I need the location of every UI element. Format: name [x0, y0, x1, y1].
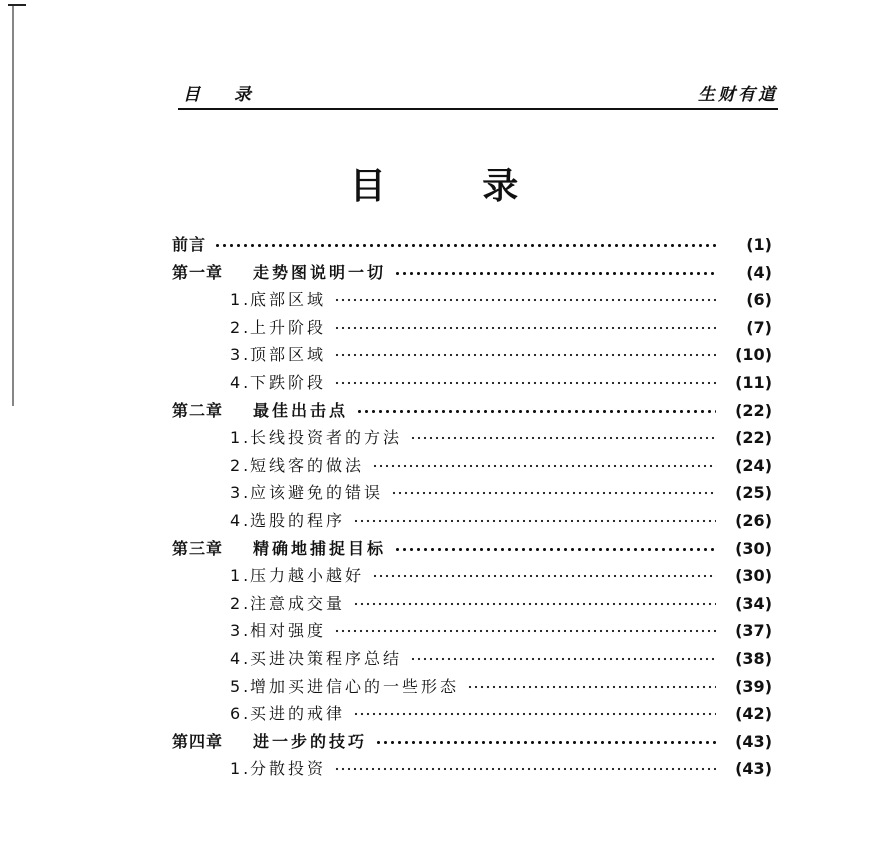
toc-entry-label: [172, 260, 386, 283]
dot-leader: [356, 402, 716, 416]
section-number: 2.: [230, 593, 252, 613]
toc-entry-label: [172, 729, 367, 752]
section-title: 压力越小越好: [250, 566, 365, 586]
dot-leader: [375, 733, 716, 747]
page-number: (38): [735, 648, 772, 668]
toc-section-row: [172, 591, 772, 619]
chapter-number: 第三章: [172, 538, 224, 558]
section-number: 3.: [230, 621, 252, 641]
chapter-title: 走势图说明一切: [253, 262, 387, 282]
page-number: (39): [735, 676, 772, 696]
scan-corner-mark: [8, 4, 26, 6]
toc-chapter-row: [172, 232, 772, 260]
section-title: 买进决策程序总结: [250, 648, 403, 668]
toc-section-row: [172, 701, 772, 729]
page-number: (7): [746, 317, 772, 337]
section-number: 1.: [230, 566, 252, 586]
dot-leader: [353, 705, 716, 719]
dot-leader: [334, 374, 716, 388]
section-number: 4.: [230, 648, 252, 668]
section-number: 2.: [230, 455, 252, 475]
toc-section-row: [172, 508, 772, 536]
dot-leader: [394, 540, 716, 554]
toc-entry-label: [172, 646, 402, 669]
page-number: (22): [735, 400, 772, 420]
section-title: 选股的程序: [250, 510, 346, 530]
dot-leader: [353, 595, 716, 609]
toc-chapter-row: [172, 398, 772, 426]
dot-leader: [353, 512, 716, 526]
section-title: 上升阶段: [250, 317, 327, 337]
page-number: (4): [746, 262, 772, 282]
toc-entry-label: [172, 480, 383, 503]
toc-entry-label: [172, 701, 345, 724]
section-title: 买进的戒律: [250, 704, 346, 724]
toc-section-row: [172, 342, 772, 370]
toc-chapter-row: [172, 260, 772, 288]
toc-entry-label: [172, 287, 326, 310]
section-title: 长线投资者的方法: [250, 428, 403, 448]
page-number: (43): [735, 731, 772, 751]
toc-entry-label: [172, 508, 345, 531]
toc-entry-label: [172, 453, 364, 476]
toc-section-row: [172, 563, 772, 591]
page-number: (42): [735, 704, 772, 724]
toc-entry-label: [172, 425, 402, 448]
dot-leader: [410, 650, 716, 664]
toc-section-row: [172, 480, 772, 508]
section-number: 1.: [230, 428, 252, 448]
page-number: (22): [735, 428, 772, 448]
toc-entry-label: [172, 398, 348, 421]
section-number: 4.: [230, 372, 252, 392]
toc-chapter-row: [172, 729, 772, 757]
dot-leader: [334, 291, 716, 305]
dot-leader: [372, 457, 716, 471]
section-title: 分散投资: [250, 759, 327, 779]
section-number: 6.: [230, 704, 252, 724]
section-number: 2.: [230, 317, 252, 337]
section-title: 短线客的做法: [250, 455, 365, 475]
toc-entry-label: [172, 674, 459, 697]
chapter-number: 第二章: [172, 400, 224, 420]
toc-entry-label: [172, 315, 326, 338]
toc-section-row: [172, 756, 772, 784]
toc-section-row: [172, 674, 772, 702]
chapter-title: 前言: [172, 235, 207, 254]
section-number: 4.: [230, 510, 252, 530]
section-title: 下跌阶段: [250, 372, 327, 392]
page-number: (11): [735, 372, 772, 392]
page-title: 目 录: [349, 166, 561, 207]
page-number: (1): [746, 235, 772, 254]
toc-section-row: [172, 315, 772, 343]
section-number: 3.: [230, 483, 252, 503]
dot-leader: [334, 319, 716, 333]
section-title: 增加买进信心的一些形态: [250, 676, 460, 696]
running-header-left: 目 录: [183, 85, 265, 105]
section-number: 1.: [230, 290, 252, 310]
dot-leader: [334, 622, 716, 636]
chapter-title: 精确地捕捉目标: [253, 538, 387, 558]
dot-leader: [372, 567, 716, 581]
running-header-right: 生财有道: [698, 85, 778, 105]
page-number: (25): [735, 483, 772, 503]
toc-entry-label: [172, 342, 326, 365]
section-title: 顶部区域: [250, 345, 327, 365]
chapter-number: 第四章: [172, 731, 224, 751]
dot-leader: [334, 346, 716, 360]
page-number: (24): [735, 455, 772, 475]
dot-leader: [410, 429, 716, 443]
toc-chapter-row: [172, 536, 772, 564]
toc-entry-label: [172, 563, 364, 586]
page-number: (30): [735, 538, 772, 558]
dot-leader: [467, 678, 716, 692]
section-number: 3.: [230, 345, 252, 365]
dot-leader: [394, 264, 716, 278]
chapter-number: 第一章: [172, 262, 224, 282]
toc-section-row: [172, 370, 772, 398]
dot-leader: [334, 760, 716, 774]
toc-entry-label: [172, 756, 326, 779]
page-number: (6): [746, 290, 772, 310]
chapter-title: 最佳出击点: [253, 400, 349, 420]
toc-entry-label: [172, 618, 326, 641]
section-title: 注意成交量: [250, 593, 346, 613]
section-title: 相对强度: [250, 621, 327, 641]
page-number: (26): [735, 510, 772, 530]
dot-leader: [391, 484, 716, 498]
section-title: 底部区域: [250, 290, 327, 310]
page-number: (34): [735, 593, 772, 613]
toc-entry-label: [172, 591, 345, 614]
toc-section-row: [172, 425, 772, 453]
toc-entry-label: [172, 536, 386, 559]
chapter-title: 进一步的技巧: [253, 731, 368, 751]
toc-section-row: [172, 646, 772, 674]
header-rule: [178, 108, 778, 110]
toc-section-row: [172, 287, 772, 315]
dot-leader: [214, 236, 716, 250]
section-number: 1.: [230, 759, 252, 779]
toc-section-row: [172, 453, 772, 481]
toc-entry-label: [172, 232, 206, 255]
page-number: (43): [735, 759, 772, 779]
toc-section-row: [172, 618, 772, 646]
table-of-contents: [172, 232, 772, 784]
section-title: 应该避免的错误: [250, 483, 384, 503]
page-number: (30): [735, 566, 772, 586]
toc-entry-label: [172, 370, 326, 393]
section-number: 5.: [230, 676, 252, 696]
page-number: (10): [735, 345, 772, 365]
page-number: (37): [735, 621, 772, 641]
